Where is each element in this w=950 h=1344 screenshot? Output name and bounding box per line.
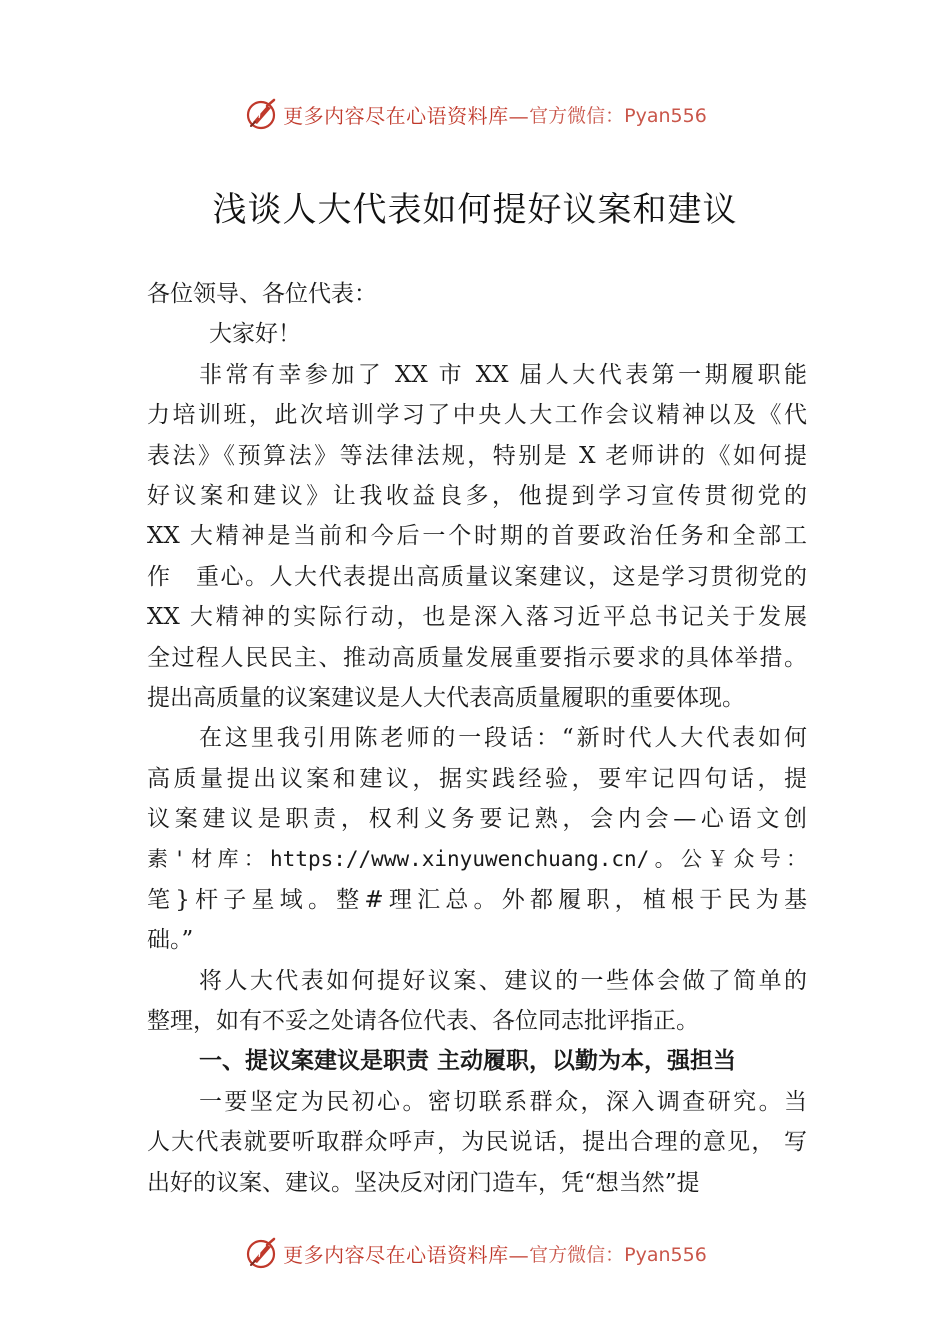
paragraph-line: 人大代表就要听取群众呼声，为民说话，提出合理的意见， 写 [147,1129,807,1156]
paragraph-line: 高质量提出议案和建议，据实践经验，要牢记四句话，提 [147,765,807,792]
document-title: 浅谈人大代表如何提好议案和建议 [212,190,738,230]
greeting: 大家好！ [209,321,301,348]
banner-wechat-text: 官方微信：Pyan556 [529,1243,707,1266]
paragraph-line: 一要坚定为民初心。密切联系群众，深入调查研究。当 [199,1088,807,1115]
footer-banner [0,1231,950,1275]
salutation: 各位领导、各位代表： [147,281,377,307]
paragraph-line: 提出高质量的议案建议是人大代表高质量履职的重要体现。 [147,684,745,711]
paragraph-line: 力培训班，此次培训学习了中央人大工作会议精神以及《代 [147,402,807,429]
paragraph-line: 表法》《预算法》等法律法规，特别是 X 老师讲的《如何提 [147,442,807,469]
header-banner [0,92,950,136]
quill-pen-seal-icon [243,96,279,132]
document-body [147,274,807,1203]
paragraph-line: 作 重心。人大代表提出高质量议案建议，这是学习贯彻党的 [147,563,807,590]
banner-main-text: 更多内容尽在心语资料库— [283,1242,530,1267]
paragraph-line: 笔}杆子星域。整#理汇总。外都履职，植根于民为基 [147,886,807,913]
banner-wechat-text: 官方微信：Pyan556 [529,104,707,127]
paragraph-line: 好议案和建议》让我收益良多，他提到学习宣传贯彻党的 [147,482,807,509]
quill-pen-seal-icon [243,1235,279,1271]
paragraph-line: 非常有幸参加了 XX 市 XX 届人大代表第一期履职能 [199,361,807,388]
paragraph-line: 将人大代表如何提好议案、建议的一些体会做了简单的 [199,967,807,994]
paragraph-line-url: 素'材库：https://www.xinyuwenchuang.cn/。公￥众号： [147,847,807,872]
paragraph-line: 整理，如有不妥之处请各位代表、各位同志批评指正。 [147,1008,699,1035]
paragraph-line: 全过程人民民主、推动高质量发展重要指示要求的具体举措。 [147,644,807,671]
paragraph-line: XX 大精神的实际行动，也是深入落习近平总书记关于发展 [147,604,807,631]
paragraph-line: XX 大精神是当前和今后一个时期的首要政治任务和全部工 [147,523,807,550]
paragraph-line: 在这里我引用陈老师的一段话：“新时代人大代表如何 [199,725,807,752]
paragraph-line: 议案建议是职责，权利义务要记熟，会内会—心语文创 [147,806,807,833]
paragraph-line: 出好的议案、建议。坚决反对闭门造车，凭“想当然”提 [147,1169,700,1196]
section-heading-1: 一、提议案建议是职责 主动履职，以勤为本，强担当 [199,1048,737,1075]
paragraph-line: 础。” [147,927,194,954]
banner-main-text: 更多内容尽在心语资料库— [283,103,530,128]
